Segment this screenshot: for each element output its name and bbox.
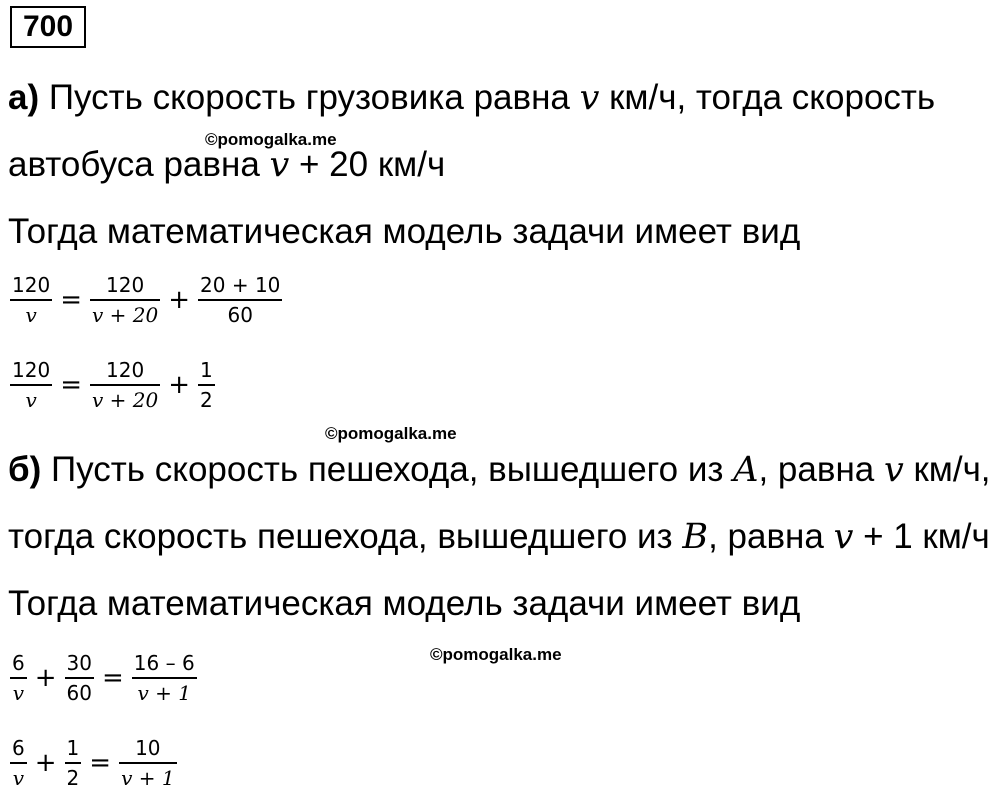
- denominator: v: [12, 766, 25, 790]
- denominator: v + 20: [91, 303, 159, 327]
- numerator: 1: [66, 736, 80, 760]
- part-a-line-2: [8, 145, 445, 185]
- var-v: v: [269, 145, 290, 185]
- equals-sign: =: [60, 370, 82, 400]
- equals-sign: =: [89, 748, 112, 778]
- fraction: [10, 737, 27, 789]
- numerator: 1: [200, 358, 213, 382]
- part-b-line-2: [8, 517, 990, 557]
- numerator: 120: [12, 273, 51, 297]
- denominator: 60: [66, 681, 92, 705]
- numerator: 120: [12, 358, 51, 382]
- watermark: ©pomogalka.me: [430, 645, 562, 664]
- fraction: [10, 652, 27, 704]
- fraction: [198, 274, 282, 326]
- part-a-equation-2: [8, 355, 217, 415]
- part-b-text-2b: , равна: [708, 517, 834, 556]
- fraction: [90, 359, 160, 411]
- part-b-line-1: [8, 450, 991, 490]
- watermark: ©pomogalka.me: [325, 424, 457, 443]
- numerator: 6: [12, 736, 25, 760]
- denominator: v: [12, 681, 25, 705]
- part-a-text-2: автобуса равна: [8, 145, 270, 184]
- part-b-text-1b: , равна: [758, 450, 884, 489]
- fraction: [132, 652, 197, 704]
- fraction: [119, 737, 177, 789]
- part-a-text-2b: + 20 км/ч: [289, 145, 446, 184]
- part-a-text-1b: км/ч, тогда скорость: [599, 78, 936, 117]
- point-a: A: [733, 450, 759, 490]
- denominator: v + 1: [137, 681, 191, 705]
- part-b-text-1c: км/ч,: [903, 450, 991, 489]
- var-v: v: [833, 517, 854, 557]
- part-a-equation-1: [8, 270, 284, 330]
- part-b-text-1: Пусть скорость пешехода, вышедшего из: [41, 450, 734, 489]
- part-b-equation-1: [8, 648, 199, 708]
- part-a-text-1: Пусть скорость грузовика равна: [39, 78, 580, 117]
- numerator: 10: [135, 736, 161, 760]
- equals-sign: =: [101, 663, 124, 693]
- fraction: [198, 359, 215, 411]
- denominator: 2: [200, 388, 213, 412]
- part-b-equation-2: [8, 733, 179, 793]
- denominator: 2: [66, 766, 80, 790]
- denominator: v: [25, 388, 37, 412]
- var-v: v: [883, 450, 904, 490]
- var-v: v: [579, 78, 600, 118]
- numerator: 120: [106, 273, 145, 297]
- plus-sign: +: [168, 370, 191, 400]
- fraction: [65, 737, 82, 789]
- numerator: 6: [12, 651, 25, 675]
- part-b-model-text: Тогда математическая модель задачи имеет вид: [8, 584, 801, 623]
- plus-sign: +: [168, 285, 191, 315]
- part-b-label: б): [8, 450, 42, 489]
- part-b-text-2c: + 1 км/ч: [853, 517, 990, 556]
- plus-sign: +: [34, 663, 57, 693]
- plus-sign: +: [34, 748, 57, 778]
- denominator: v + 20: [91, 388, 159, 412]
- problem-number: 700: [10, 6, 86, 48]
- watermark: ©pomogalka.me: [205, 130, 337, 149]
- numerator: 120: [106, 358, 145, 382]
- denominator: 60: [227, 303, 253, 327]
- numerator: 30: [66, 651, 92, 675]
- denominator: v: [25, 303, 37, 327]
- fraction: [10, 274, 52, 326]
- numerator: 20 + 10: [200, 273, 281, 297]
- numerator: 16 – 6: [133, 651, 195, 675]
- part-b-text-2: тогда скорость пешехода, вышедшего из: [8, 517, 683, 556]
- fraction: [10, 359, 52, 411]
- part-a-label: а): [8, 78, 40, 117]
- denominator: v + 1: [121, 766, 175, 790]
- equals-sign: =: [60, 285, 82, 315]
- point-b: B: [682, 517, 709, 557]
- part-a-model-text: Тогда математическая модель задачи имеет вид: [8, 212, 801, 251]
- part-a-line-1: [8, 78, 935, 118]
- fraction: [65, 652, 94, 704]
- fraction: [90, 274, 160, 326]
